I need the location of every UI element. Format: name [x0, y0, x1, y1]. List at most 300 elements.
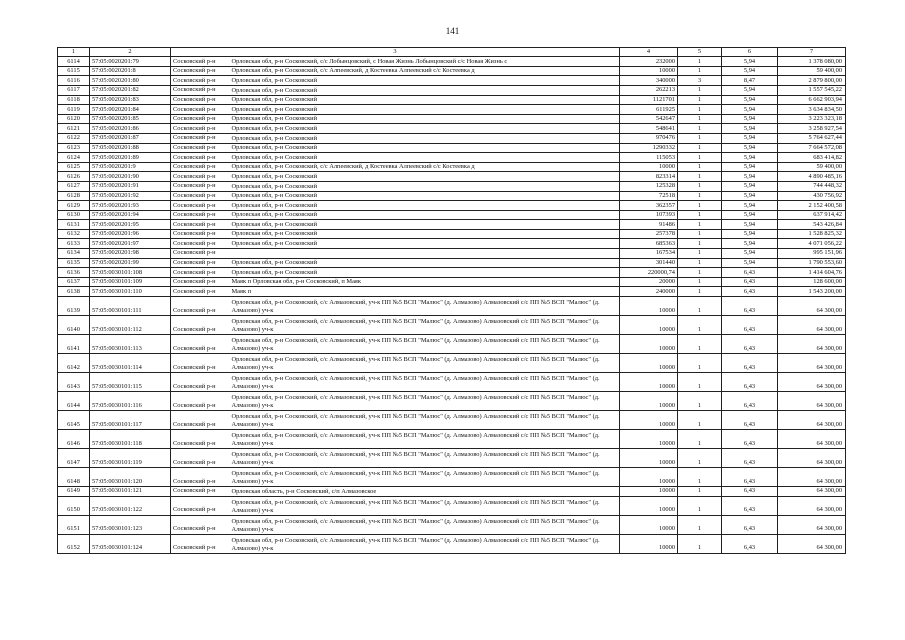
region-cell: Сосковский р-н [171, 201, 230, 211]
region-cell: Сосковский р-н [171, 335, 230, 354]
table-row [58, 210, 846, 220]
cadastral-value-cell: 64 300,00 [778, 487, 846, 497]
cadastral-number-cell: 57:05:0020201:86 [90, 124, 171, 134]
cadastral-number-cell: 57:05:0020201:94 [90, 210, 171, 220]
region-cell: Сосковский р-н [171, 354, 230, 373]
cadastral-number-cell: 57:05:0020201:85 [90, 114, 171, 124]
table-row [58, 85, 846, 95]
rate-cell: 6,43 [722, 487, 778, 497]
address-cell: Орловская обл, р-н Сосковский, с/с Алмазовский, уч-к ПП №5 ВСП "Малюс" (д. Алмазово) Алмазовский с/с ПП №5 ВСП "Малюс" (д. Алмазово) уч-к [230, 297, 620, 316]
rate-cell: 5,94 [722, 114, 778, 124]
row-number-cell: 6128 [58, 191, 90, 201]
address-cell: Орловская обл, р-н Сосковский [230, 172, 620, 182]
count-cell: 1 [678, 496, 722, 515]
cadastral-number-cell: 57:05:0020201:98 [90, 249, 171, 259]
count-cell: 1 [678, 534, 722, 553]
header-cell: 4 [620, 48, 678, 57]
area-cell: 10000 [620, 468, 678, 487]
address-cell: Орловская обл, р-н Сосковский [230, 181, 620, 191]
area-cell: 240000 [620, 287, 678, 297]
cadastral-value-cell: 7 664 572,08 [778, 143, 846, 153]
cadastral-number-cell: 57:05:0030101:111 [90, 297, 171, 316]
row-number-cell: 6125 [58, 162, 90, 172]
address-cell: Орловская обл, р-н Сосковский, с/с Алмазовский, уч-к ПП №5 ВСП "Малюс" (д. Алмазово) Алмазовский с/с ПП №5 ВСП "Малюс" (д. Алмазово) уч-к [230, 449, 620, 468]
cadastral-number-cell: 57:05:0020201:9 [90, 162, 171, 172]
area-cell: 115053 [620, 153, 678, 163]
region-cell: Сосковский р-н [171, 57, 230, 67]
region-cell: Сосковский р-н [171, 316, 230, 335]
address-cell: Орловская обл, р-н Сосковский [230, 95, 620, 105]
area-cell: 10000 [620, 66, 678, 76]
cadastral-number-cell: 57:05:0020201:89 [90, 153, 171, 163]
table-row [58, 57, 846, 67]
area-cell: 232000 [620, 57, 678, 67]
area-cell: 10000 [620, 392, 678, 411]
table-row [58, 66, 846, 76]
table-row [58, 354, 846, 373]
row-number-cell: 6138 [58, 287, 90, 297]
cadastral-number-cell: 57:05:0020201:88 [90, 143, 171, 153]
header-cell: 6 [722, 48, 778, 57]
table-row [58, 249, 846, 259]
header-cell: 2 [90, 48, 171, 57]
cadastral-value-cell: 64 300,00 [778, 496, 846, 515]
rate-cell: 5,94 [722, 105, 778, 115]
region-cell: Сосковский р-н [171, 181, 230, 191]
rate-cell: 5,94 [722, 57, 778, 67]
land-registry-table [57, 47, 846, 554]
row-number-cell: 6116 [58, 76, 90, 86]
cadastral-value-cell: 1 528 825,32 [778, 229, 846, 239]
cadastral-number-cell: 57:05:0030101:116 [90, 392, 171, 411]
table-row [58, 430, 846, 449]
rate-cell: 5,94 [722, 95, 778, 105]
cadastral-number-cell: 57:05:0030101:112 [90, 316, 171, 335]
page-number: 141 [445, 26, 460, 36]
area-cell: 10000 [620, 449, 678, 468]
address-cell: Орловская обл, р-н Сосковский [230, 133, 620, 143]
table-row [58, 191, 846, 201]
cadastral-value-cell: 64 300,00 [778, 354, 846, 373]
rate-cell: 6,43 [722, 335, 778, 354]
table-row [58, 124, 846, 134]
area-cell: 823314 [620, 172, 678, 182]
row-number-cell: 6141 [58, 335, 90, 354]
row-number-cell: 6117 [58, 85, 90, 95]
area-cell: 257378 [620, 229, 678, 239]
region-cell: Сосковский р-н [171, 258, 230, 268]
row-number-cell: 6115 [58, 66, 90, 76]
cadastral-number-cell: 57:05:0020201:79 [90, 57, 171, 67]
cadastral-value-cell: 995 151,96 [778, 249, 846, 259]
row-number-cell: 6114 [58, 57, 90, 67]
cadastral-number-cell: 57:05:0020201:8 [90, 66, 171, 76]
cadastral-value-cell: 6 662 903,94 [778, 95, 846, 105]
cadastral-value-cell: 59 400,00 [778, 162, 846, 172]
address-cell: Орловская обл, р-н Сосковский, с/с Алмазовский, уч-к ПП №5 ВСП "Малюс" (д. Алмазово) Алмазовский с/с ПП №5 ВСП "Малюс" (д. Алмазово) уч-к [230, 392, 620, 411]
count-cell: 1 [678, 153, 722, 163]
cadastral-value-cell: 3 634 834,50 [778, 105, 846, 115]
address-cell: Маяк п Орловская обл, р-н Сосковский, п Маяк [230, 277, 620, 287]
row-number-cell: 6147 [58, 449, 90, 468]
cadastral-value-cell: 3 223 323,18 [778, 114, 846, 124]
count-cell: 1 [678, 133, 722, 143]
region-cell: Сосковский р-н [171, 229, 230, 239]
cadastral-value-cell: 64 300,00 [778, 430, 846, 449]
rate-cell: 6,43 [722, 297, 778, 316]
cadastral-number-cell: 57:05:0020201:80 [90, 76, 171, 86]
address-cell: Орловская обл, р-н Сосковский [230, 201, 620, 211]
row-number-cell: 6126 [58, 172, 90, 182]
cadastral-number-cell: 57:05:0020201:97 [90, 239, 171, 249]
table-row [58, 153, 846, 163]
region-cell: Сосковский р-н [171, 143, 230, 153]
area-cell: 10000 [620, 316, 678, 335]
count-cell: 1 [678, 162, 722, 172]
count-cell: 1 [678, 268, 722, 278]
rate-cell: 6,43 [722, 449, 778, 468]
cadastral-number-cell: 57:05:0030101:109 [90, 277, 171, 287]
count-cell: 1 [678, 105, 722, 115]
cadastral-value-cell: 59 400,00 [778, 66, 846, 76]
address-cell: Орловская обл, р-н Сосковский [230, 114, 620, 124]
cadastral-number-cell: 57:05:0030101:123 [90, 515, 171, 534]
rate-cell: 5,94 [722, 210, 778, 220]
table-row [58, 172, 846, 182]
rate-cell: 6,43 [722, 354, 778, 373]
cadastral-number-cell: 57:05:0030101:124 [90, 534, 171, 553]
region-cell: Сосковский р-н [171, 487, 230, 497]
area-cell: 10000 [620, 496, 678, 515]
row-number-cell: 6142 [58, 354, 90, 373]
cadastral-value-cell: 128 600,00 [778, 277, 846, 287]
row-number-cell: 6119 [58, 105, 90, 115]
row-number-cell: 6135 [58, 258, 90, 268]
cadastral-number-cell: 57:05:0020201:91 [90, 181, 171, 191]
cadastral-value-cell: 4 890 485,16 [778, 172, 846, 182]
address-cell: Орловская обл, р-н Сосковский, с/с Алмазовский, уч-к ПП №5 ВСП "Малюс" (д. Алмазово) Алмазовский с/с ПП №5 ВСП "Малюс" (д. Алмазово) уч-к [230, 515, 620, 534]
rate-cell: 6,43 [722, 277, 778, 287]
count-cell: 1 [678, 191, 722, 201]
region-cell: Сосковский р-н [171, 277, 230, 287]
count-cell: 1 [678, 354, 722, 373]
table-header-row [58, 48, 846, 57]
row-number-cell: 6124 [58, 153, 90, 163]
region-cell: Сосковский р-н [171, 162, 230, 172]
row-number-cell: 6143 [58, 373, 90, 392]
table-row [58, 297, 846, 316]
area-cell: 72518 [620, 191, 678, 201]
region-cell: Сосковский р-н [171, 66, 230, 76]
address-cell: Орловская обл, р-н Сосковский, с/с Алпеевский, д Костеевка Алпеевский с/с Костеевка д [230, 162, 620, 172]
cadastral-value-cell: 64 300,00 [778, 515, 846, 534]
table-row [58, 133, 846, 143]
rate-cell: 6,43 [722, 430, 778, 449]
table-row [58, 449, 846, 468]
cadastral-number-cell: 57:05:0030101:120 [90, 468, 171, 487]
area-cell: 542647 [620, 114, 678, 124]
address-cell: Орловская обл, р-н Сосковский, с/с Алмазовский, уч-к ПП №5 ВСП "Малюс" (д. Алмазово) Алмазовский с/с ПП №5 ВСП "Малюс" (д. Алмазово) уч-к [230, 430, 620, 449]
row-number-cell: 6129 [58, 201, 90, 211]
cadastral-number-cell: 57:05:0030101:110 [90, 287, 171, 297]
area-cell: 220000,74 [620, 268, 678, 278]
count-cell: 1 [678, 287, 722, 297]
cadastral-value-cell: 2 879 800,00 [778, 76, 846, 86]
table-row [58, 287, 846, 297]
table-row [58, 534, 846, 553]
cadastral-number-cell: 57:05:0020201:92 [90, 191, 171, 201]
address-cell: Орловская обл, р-н Сосковский [230, 143, 620, 153]
rate-cell: 6,43 [722, 373, 778, 392]
cadastral-value-cell: 2 152 400,58 [778, 201, 846, 211]
area-cell: 10000 [620, 534, 678, 553]
count-cell: 1 [678, 392, 722, 411]
region-cell: Сосковский р-н [171, 468, 230, 487]
row-number-cell: 6144 [58, 392, 90, 411]
address-cell: Орловская обл, р-н Сосковский [230, 153, 620, 163]
region-cell: Сосковский р-н [171, 496, 230, 515]
row-number-cell: 6151 [58, 515, 90, 534]
rate-cell: 6,43 [722, 268, 778, 278]
area-cell: 301440 [620, 258, 678, 268]
count-cell: 1 [678, 57, 722, 67]
region-cell: Сосковский р-н [171, 153, 230, 163]
cadastral-value-cell: 4 071 056,22 [778, 239, 846, 249]
row-number-cell: 6132 [58, 229, 90, 239]
rate-cell: 6,43 [722, 468, 778, 487]
cadastral-number-cell: 57:05:0030101:113 [90, 335, 171, 354]
cadastral-value-cell: 64 300,00 [778, 411, 846, 430]
cadastral-value-cell: 543 426,84 [778, 220, 846, 230]
count-cell: 1 [678, 220, 722, 230]
cadastral-number-cell: 57:05:0030101:108 [90, 268, 171, 278]
row-number-cell: 6152 [58, 534, 90, 553]
region-cell: Сосковский р-н [171, 133, 230, 143]
area-cell: 10000 [620, 335, 678, 354]
table-row [58, 515, 846, 534]
cadastral-value-cell: 64 300,00 [778, 449, 846, 468]
cadastral-number-cell: 57:05:0030101:115 [90, 373, 171, 392]
table-row [58, 277, 846, 287]
count-cell: 1 [678, 487, 722, 497]
cadastral-number-cell: 57:05:0020201:87 [90, 133, 171, 143]
cadastral-value-cell: 1 543 200,00 [778, 287, 846, 297]
rate-cell: 6,43 [722, 515, 778, 534]
region-cell: Сосковский р-н [171, 411, 230, 430]
area-cell: 548641 [620, 124, 678, 134]
rate-cell: 5,94 [722, 201, 778, 211]
cadastral-number-cell: 57:05:0030101:114 [90, 354, 171, 373]
row-number-cell: 6127 [58, 181, 90, 191]
address-cell [230, 249, 620, 259]
row-number-cell: 6137 [58, 277, 90, 287]
region-cell: Сосковский р-н [171, 76, 230, 86]
region-cell: Сосковский р-н [171, 515, 230, 534]
count-cell: 1 [678, 181, 722, 191]
address-cell: Орловская обл, р-н Сосковский [230, 76, 620, 86]
cadastral-value-cell: 64 300,00 [778, 534, 846, 553]
area-cell: 20000 [620, 277, 678, 287]
region-cell: Сосковский р-н [171, 85, 230, 95]
area-cell: 107393 [620, 210, 678, 220]
table-row [58, 373, 846, 392]
cadastral-value-cell: 744 448,32 [778, 181, 846, 191]
table-row [58, 392, 846, 411]
address-cell: Орловская обл, р-н Сосковский [230, 258, 620, 268]
area-cell: 340000 [620, 76, 678, 86]
table-row [58, 162, 846, 172]
header-cell: 5 [678, 48, 722, 57]
rate-cell: 5,94 [722, 239, 778, 249]
area-cell: 10000 [620, 515, 678, 534]
cadastral-value-cell: 1 557 545,22 [778, 85, 846, 95]
row-number-cell: 6121 [58, 124, 90, 134]
count-cell: 1 [678, 114, 722, 124]
area-cell: 10000 [620, 411, 678, 430]
row-number-cell: 6150 [58, 496, 90, 515]
table-row [58, 105, 846, 115]
region-cell: Сосковский р-н [171, 220, 230, 230]
region-cell: Сосковский р-н [171, 124, 230, 134]
table-row [58, 201, 846, 211]
address-cell: Орловская обл, р-н Сосковский [230, 210, 620, 220]
cadastral-value-cell: 5 764 627,44 [778, 133, 846, 143]
rate-cell: 8,47 [722, 76, 778, 86]
cadastral-number-cell: 57:05:0020201:84 [90, 105, 171, 115]
region-cell: Сосковский р-н [171, 105, 230, 115]
region-cell: Сосковский р-н [171, 114, 230, 124]
count-cell: 1 [678, 468, 722, 487]
table-row [58, 239, 846, 249]
region-cell: Сосковский р-н [171, 373, 230, 392]
region-cell: Сосковский р-н [171, 534, 230, 553]
table-row [58, 76, 846, 86]
table-row [58, 143, 846, 153]
region-cell: Сосковский р-н [171, 268, 230, 278]
area-cell: 125328 [620, 181, 678, 191]
count-cell: 1 [678, 143, 722, 153]
table-row [58, 411, 846, 430]
cadastral-number-cell: 57:05:0020201:82 [90, 85, 171, 95]
address-cell: Орловская обл, р-н Сосковский, с/с Алмазовский, уч-к ПП №5 ВСП "Малюс" (д. Алмазово) Алмазовский с/с ПП №5 ВСП "Малюс" (д. Алмазово) уч-к [230, 373, 620, 392]
address-cell: Орловская обл, р-н Сосковский, с/с Алмазовский, уч-к ПП №5 ВСП "Малюс" (д. Алмазово) Алмазовский с/с ПП №5 ВСП "Малюс" (д. Алмазово) уч-к [230, 335, 620, 354]
region-cell: Сосковский р-н [171, 172, 230, 182]
address-cell: Орловская обл, р-н Сосковский, с/с Лобынцовский, с Новая Жизнь Лобынцовский с/с Новая Жизнь с [230, 57, 620, 67]
rate-cell: 5,94 [722, 220, 778, 230]
count-cell: 3 [678, 76, 722, 86]
address-cell: Маяк п [230, 287, 620, 297]
cadastral-value-cell: 637 914,42 [778, 210, 846, 220]
count-cell: 1 [678, 258, 722, 268]
rate-cell: 5,94 [722, 258, 778, 268]
count-cell: 1 [678, 335, 722, 354]
region-cell: Сосковский р-н [171, 239, 230, 249]
row-number-cell: 6122 [58, 133, 90, 143]
table-row [58, 487, 846, 497]
cadastral-number-cell: 57:05:0030101:117 [90, 411, 171, 430]
address-cell: Орловская обл, р-н Сосковский, с/с Алмазовский, уч-к ПП №5 ВСП "Малюс" (д. Алмазово) Алмазовский с/с ПП №5 ВСП "Малюс" (д. Алмазово) уч-к [230, 316, 620, 335]
region-cell: Сосковский р-н [171, 449, 230, 468]
header-cell: 1 [58, 48, 90, 57]
row-number-cell: 6123 [58, 143, 90, 153]
count-cell: 1 [678, 449, 722, 468]
table-row [58, 268, 846, 278]
rate-cell: 5,94 [722, 181, 778, 191]
address-cell: Орловская обл, р-н Сосковский [230, 124, 620, 134]
rate-cell: 5,94 [722, 124, 778, 134]
cadastral-number-cell: 57:05:0020201:95 [90, 220, 171, 230]
cadastral-number-cell: 57:05:0020201:90 [90, 172, 171, 182]
count-cell: 1 [678, 66, 722, 76]
area-cell: 611925 [620, 105, 678, 115]
area-cell: 10000 [620, 354, 678, 373]
address-cell: Орловская обл, р-н Сосковский, с/с Алмазовский, уч-к ПП №5 ВСП "Малюс" (д. Алмазово) Алмазовский с/с ПП №5 ВСП "Малюс" (д. Алмазово) уч-к [230, 354, 620, 373]
area-cell: 10000 [620, 430, 678, 449]
table-row [58, 95, 846, 105]
count-cell: 1 [678, 515, 722, 534]
table-row [58, 181, 846, 191]
region-cell: Сосковский р-н [171, 297, 230, 316]
cadastral-value-cell: 64 300,00 [778, 297, 846, 316]
cadastral-number-cell: 57:05:0020201:96 [90, 229, 171, 239]
cadastral-number-cell: 57:05:0030101:122 [90, 496, 171, 515]
table-row [58, 258, 846, 268]
row-number-cell: 6118 [58, 95, 90, 105]
area-cell: 685363 [620, 239, 678, 249]
address-cell: Орловская обл, р-н Сосковский, с/с Алмазовский, уч-к ПП №5 ВСП "Малюс" (д. Алмазово) Алмазовский с/с ПП №5 ВСП "Малюс" (д. Алмазово) уч-к [230, 534, 620, 553]
area-cell: 362357 [620, 201, 678, 211]
rate-cell: 5,94 [722, 162, 778, 172]
region-cell: Сосковский р-н [171, 287, 230, 297]
cadastral-value-cell: 430 756,92 [778, 191, 846, 201]
count-cell: 1 [678, 373, 722, 392]
address-cell: Орловская обл, р-н Сосковский [230, 220, 620, 230]
count-cell: 1 [678, 210, 722, 220]
area-cell: 167534 [620, 249, 678, 259]
row-number-cell: 6148 [58, 468, 90, 487]
cadastral-value-cell: 64 300,00 [778, 335, 846, 354]
region-cell: Сосковский р-н [171, 392, 230, 411]
row-number-cell: 6133 [58, 239, 90, 249]
rate-cell: 6,43 [722, 411, 778, 430]
count-cell: 1 [678, 239, 722, 249]
cadastral-number-cell: 57:05:0020201:93 [90, 201, 171, 211]
cadastral-value-cell: 64 300,00 [778, 468, 846, 487]
cadastral-number-cell: 57:05:0030101:118 [90, 430, 171, 449]
count-cell: 1 [678, 172, 722, 182]
row-number-cell: 6136 [58, 268, 90, 278]
count-cell: 1 [678, 124, 722, 134]
address-cell: Орловская обл, р-н Сосковский [230, 85, 620, 95]
area-cell: 1121701 [620, 95, 678, 105]
table-row [58, 335, 846, 354]
rate-cell: 5,94 [722, 66, 778, 76]
count-cell: 1 [678, 201, 722, 211]
address-cell: Орловская обл, р-н Сосковский, с/с Алмазовский, уч-к ПП №5 ВСП "Малюс" (д. Алмазово) Алмазовский с/с ПП №5 ВСП "Малюс" (д. Алмазово) уч-к [230, 468, 620, 487]
cadastral-number-cell: 57:05:0020201:83 [90, 95, 171, 105]
count-cell: 1 [678, 95, 722, 105]
region-cell: Сосковский р-н [171, 249, 230, 259]
cadastral-value-cell: 1 378 080,00 [778, 57, 846, 67]
table-row [58, 114, 846, 124]
address-cell: Орловская обл, р-н Сосковский [230, 239, 620, 249]
rate-cell: 5,94 [722, 172, 778, 182]
cadastral-value-cell: 1 414 604,76 [778, 268, 846, 278]
cadastral-value-cell: 3 258 927,54 [778, 124, 846, 134]
row-number-cell: 6130 [58, 210, 90, 220]
table-row [58, 468, 846, 487]
area-cell: 10000 [620, 373, 678, 392]
